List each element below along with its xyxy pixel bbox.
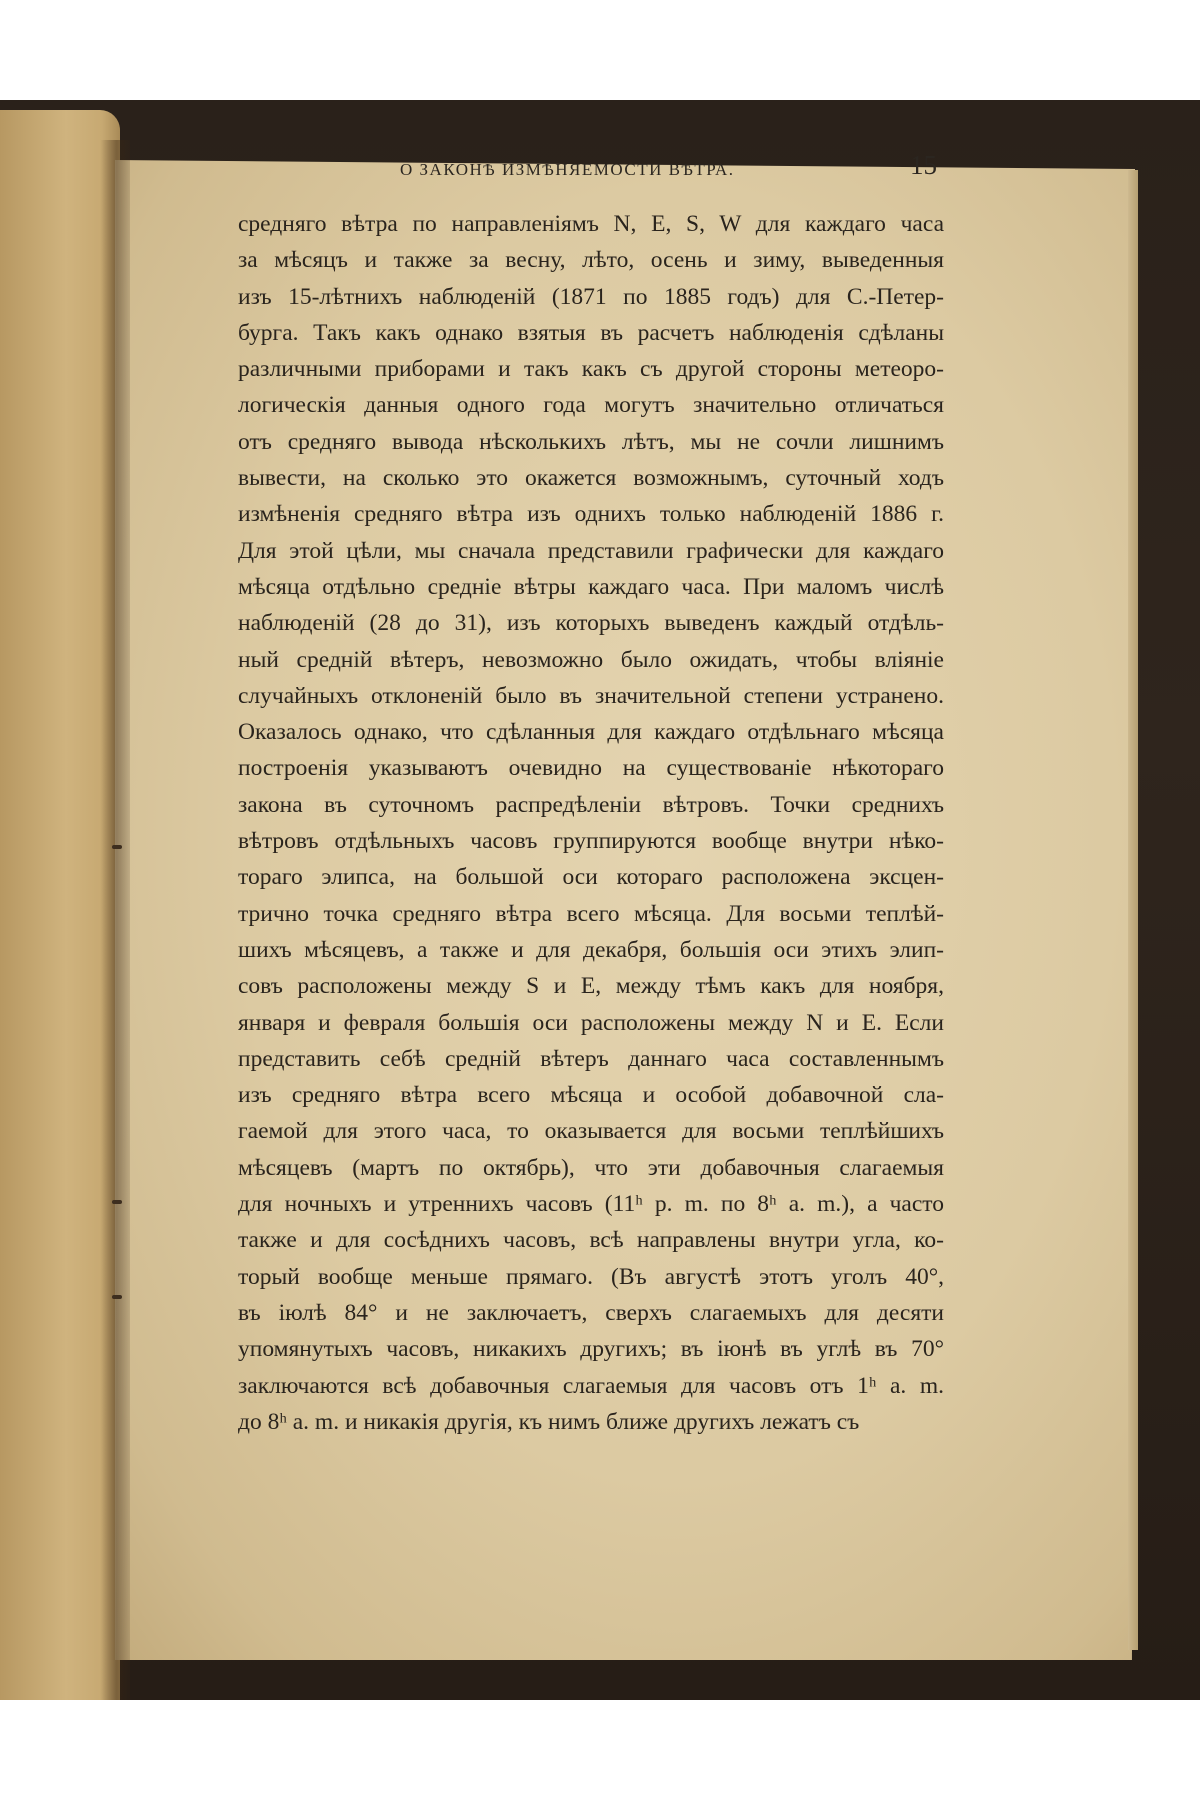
text-line: бурга. Такъ какъ однако взятыя въ расчетъ наблюденія сдѣланы bbox=[238, 319, 944, 346]
text-line: заключаются всѣ добавочныя слагаемыя для часовъ отъ 1ʰ a. m. bbox=[238, 1372, 944, 1399]
text-line: построенія указываютъ очевидно на существованіе нѣкотораго bbox=[238, 755, 944, 782]
text-line: мѣсяцевъ (мартъ по октябрь), что эти добавочныя слагаемыя bbox=[238, 1154, 944, 1181]
body-text bbox=[238, 206, 944, 1440]
text-line: въ іюлѣ 84° и не заключаетъ, сверхъ слагаемыхъ для десяти bbox=[238, 1299, 944, 1326]
text-line: изъ средняго вѣтра всего мѣсяца и особой добавочной сла- bbox=[238, 1082, 944, 1109]
text-line: представить себѣ средній вѣтеръ даннаго часа составленнымъ bbox=[238, 1045, 944, 1072]
text-line: Оказалось однако, что сдѣланныя для каждаго отдѣльнаго мѣсяца bbox=[238, 719, 944, 746]
text-line: логическія данныя одного года могутъ значительно отличаться bbox=[238, 392, 944, 419]
text-line: отъ средняго вывода нѣсколькихъ лѣтъ, мы не сочли лишнимъ bbox=[238, 428, 944, 455]
text-line: закона въ суточномъ распредѣленіи вѣтровъ. Точки среднихъ bbox=[238, 791, 944, 818]
text-line: до 8ʰ a. m. и никакія другія, къ нимъ ближе другихъ лежатъ съ bbox=[238, 1408, 860, 1435]
text-line: мѣсяца отдѣльно средніе вѣтры каждаго часа. При маломъ числѣ bbox=[238, 573, 944, 600]
text-line: также и для сосѣднихъ часовъ, всѣ направлены внутри угла, ко- bbox=[238, 1227, 944, 1254]
text-line: гаемой для этого часа, то оказывается для восьми теплѣйшихъ bbox=[238, 1118, 944, 1145]
text-line: различными приборами и такъ какъ съ другой стороны метеоро- bbox=[238, 356, 944, 383]
text-line: совъ расположены между S и E, между тѣмъ какъ для ноября, bbox=[238, 973, 944, 1000]
text-line: января и февраля большія оси расположены между N и E. Если bbox=[238, 1009, 944, 1036]
text-line: за мѣсяцъ и также за весну, лѣто, осень и зиму, выведенныя bbox=[238, 247, 944, 274]
text-line: торый вообще меньше прямаго. (Въ августѣ этотъ уголъ 40°, bbox=[238, 1263, 944, 1290]
text-line: Для этой цѣли, мы сначала представили графически для каждаго bbox=[238, 537, 944, 564]
text-line: измѣненія средняго вѣтра изъ однихъ только наблюденій 1886 г. bbox=[238, 501, 944, 528]
running-title: О ЗАКОНѢ ИЗМѢНЯЕМОСТИ ВѢТРА. bbox=[400, 160, 735, 179]
text-line: средняго вѣтра по направленіямъ N, E, S, W для каждаго часа bbox=[238, 211, 944, 237]
text-line: случайныхъ отклоненій было въ значительной степени устранено. bbox=[238, 682, 944, 709]
text-line: ный средній вѣтеръ, невозможно было ожидать, чтобы вліяніе bbox=[238, 646, 944, 673]
text-line: наблюденій (28 до 31), изъ которыхъ выведенъ каждый отдѣль- bbox=[238, 610, 944, 637]
text-line: вѣтровъ отдѣльныхъ часовъ группируются вообще внутри нѣко- bbox=[238, 828, 944, 855]
page-number: 15 bbox=[910, 150, 937, 180]
text-line: упомянутыхъ часовъ, никакихъ другихъ; въ іюнѣ въ углѣ въ 70° bbox=[238, 1336, 944, 1363]
page-edge bbox=[1128, 170, 1138, 1650]
binding-stitch bbox=[112, 1200, 122, 1204]
text-line: трично точка средняго вѣтра всего мѣсяца. Для восьми теплѣй- bbox=[238, 900, 944, 927]
text-line: для ночныхъ и утреннихъ часовъ (11ʰ p. m. по 8ʰ a. m.), а часто bbox=[238, 1191, 944, 1218]
text-line: изъ 15-лѣтнихъ наблюденій (1871 по 1885 годъ) для С.-Петер- bbox=[238, 283, 944, 310]
text-line: вывести, на сколько это окажется возможнымъ, суточный ходъ bbox=[238, 465, 944, 492]
binding-stitch bbox=[112, 1295, 122, 1299]
spine-shadow bbox=[100, 140, 130, 1700]
text-line: шихъ мѣсяцевъ, а также и для декабря, большія оси этихъ элип- bbox=[238, 936, 944, 963]
text-line: тораго элипса, на большой оси котораго расположена эксцен- bbox=[238, 864, 944, 891]
binding-stitch bbox=[112, 845, 122, 849]
